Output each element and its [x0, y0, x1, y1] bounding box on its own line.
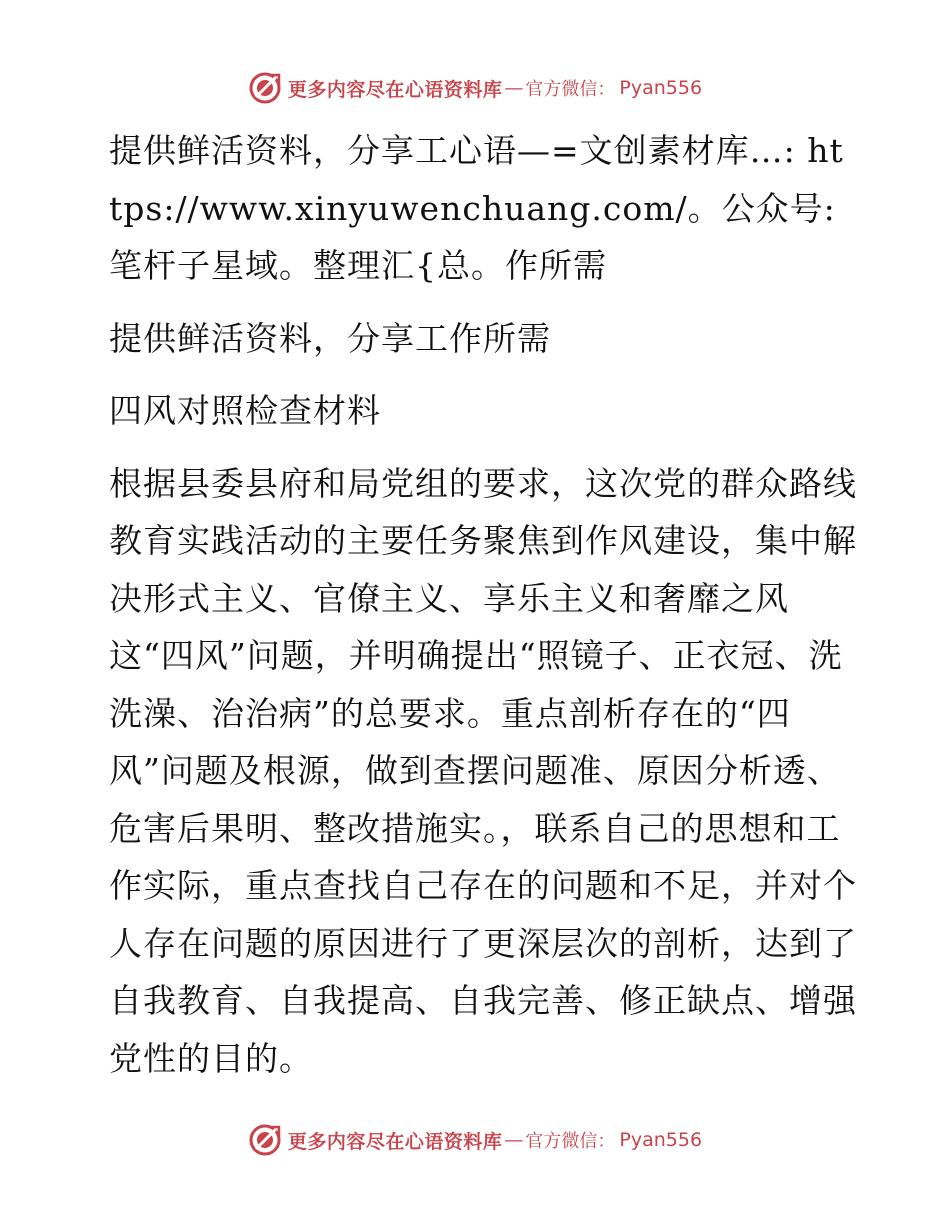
header-wechat-id: Pyan556	[619, 77, 703, 99]
tagline-paragraph: 提供鲜活资料，分享工作所需	[109, 318, 551, 358]
document-body	[97, 122, 857, 1087]
document-title: 四风对照检查材料	[109, 391, 381, 430]
header-wechat-label: 官方微信：	[525, 79, 616, 100]
brand-logo-icon	[248, 71, 282, 105]
footer-wechat-label: 官方微信：	[525, 1131, 616, 1152]
footer-banner-separator: —	[504, 1129, 524, 1151]
header-banner-separator: —	[504, 77, 524, 99]
header-banner	[0, 68, 950, 108]
footer-banner	[0, 1120, 950, 1160]
brand-logo-icon	[248, 1123, 282, 1157]
footer-banner-text: 更多内容尽在心语资料库	[287, 1130, 503, 1153]
header-banner-text: 更多内容尽在心语资料库	[287, 78, 503, 101]
footer-wechat-id: Pyan556	[619, 1129, 703, 1151]
intro-paragraph: 提供鲜活资料，分享工心语—=文创素材库…: https://www.xinyuwenchuang.com/。公众号: 笔杆子星域。整理汇{总。作所需	[109, 131, 844, 285]
main-paragraph: 根据县委县府和局党组的要求，这次党的群众路线教育实践活动的主要任务聚焦到作风建设，集中解决形式主义、官僚主义、享乐主义和奢靡之风这“四风”问题，并明确提出“照镜子、正衣冠、洗洗澡、治治病”的总要求。重点剖析存在的“四风”问题及根源，做到查摆问题准、原因分析透、危害后果明、整改措施实。，联系自己的思想和工作实际，重点查找自己存在的问题和不足，并对个人存在问题的原因进行了更深层次的剖析，达到了自我教育、自我提高、自我完善、修正缺点、增强党性的目的。	[109, 463, 857, 1078]
